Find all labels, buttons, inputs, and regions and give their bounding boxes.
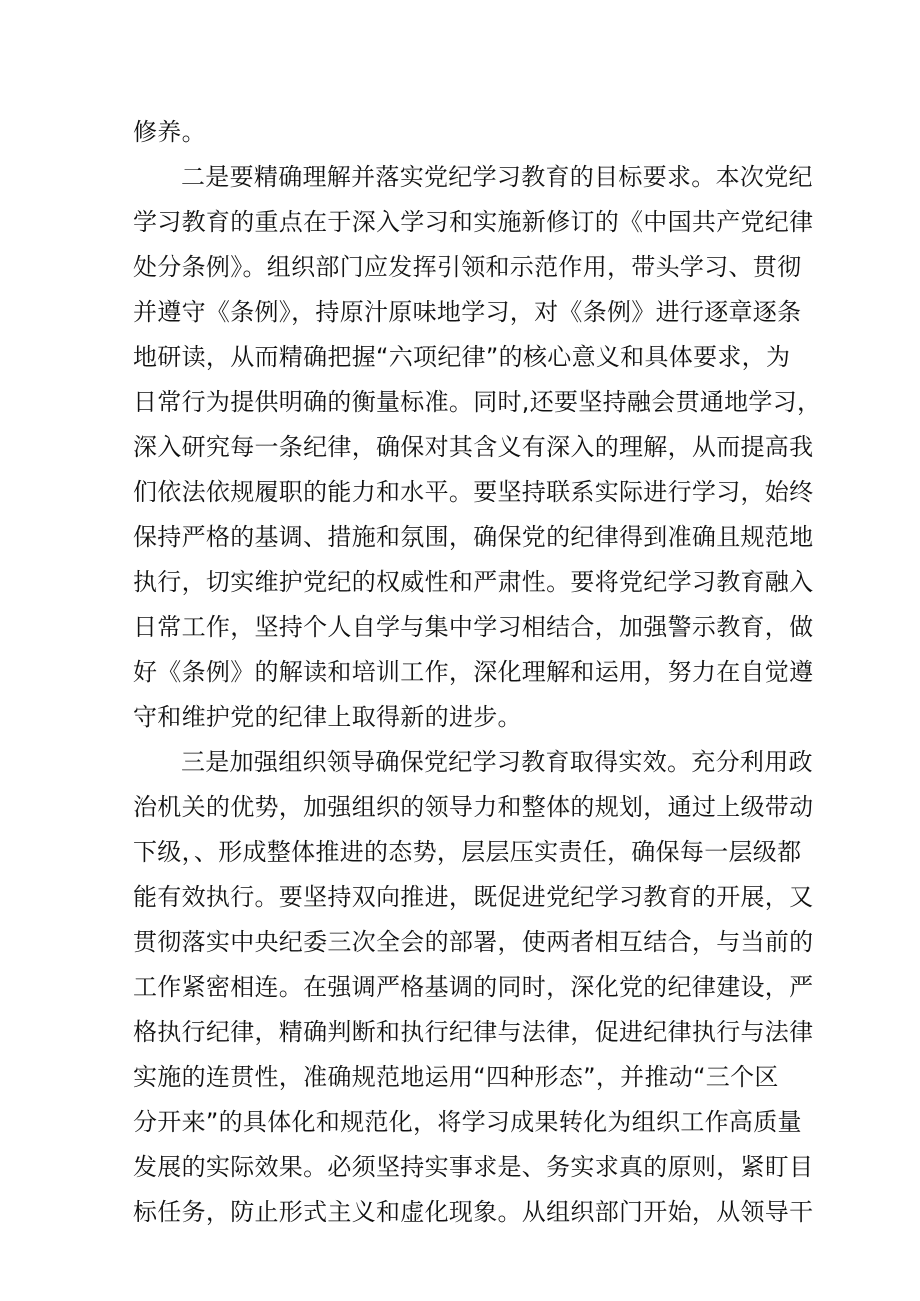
text-line: 日常行为提供明确的衡量标准。同时,还要坚持融会贯通地学习， xyxy=(133,388,822,416)
text-line: 下级，、形成整体推进的态势，层层压实责任，确保每一层级都 xyxy=(133,838,802,866)
text-line: 工作紧密相连。在强调严格基调的同时，深化党的纪律建设，严 xyxy=(133,973,814,1001)
body-text xyxy=(133,110,822,1235)
text-line: 修养。 xyxy=(133,118,206,146)
text-line: 保持严格的基调、措施和氛围，确保党的纪律得到准确且规范地 xyxy=(133,523,814,551)
text-line: 并遵守《条例》，持原汁原味地学习，对《条例》进行逐章逐条 xyxy=(133,298,802,326)
text-line: 执行，切实维护党纪的权威性和严肃性。要将党纪学习教育融入 xyxy=(133,568,814,596)
text-line: 好《条例》的解读和培训工作，深化理解和运用，努力在自觉遵 xyxy=(133,658,814,686)
text-line: 学习教育的重点在于深入学习和实施新修订的《中国共产党纪律 xyxy=(133,208,814,236)
text-line: 守和维护党的纪律上取得新的进步。 xyxy=(133,703,522,731)
text-line: 实施的连贯性，准确规范地运用“四种形态”，并推动“三个区 xyxy=(133,1063,779,1091)
text-line: 日常工作，坚持个人自学与集中学习相结合，加强警示教育，做 xyxy=(133,613,814,641)
text-line: 处分条例》。组织部门应发挥引领和示范作用，带头学习、贯彻 xyxy=(133,253,802,281)
paragraph-start-line: 三是加强组织领导确保党纪学习教育取得实效。充分利用政 xyxy=(181,748,813,776)
text-line: 贯彻落实中央纪委三次全会的部署，使两者相互结合，与当前的 xyxy=(133,928,814,956)
text-line: 格执行纪律，精确判断和执行纪律与法律，促进纪律执行与法律 xyxy=(133,1018,814,1046)
text-line: 分开来”的具体化和规范化，将学习成果转化为组织工作高质量 xyxy=(133,1108,802,1136)
text-line: 标任务，防止形式主义和虚化现象。从组织部门开始，从领导干 xyxy=(133,1198,814,1226)
text-line: 发展的实际效果。必须坚持实事求是、务实求真的原则，紧盯目 xyxy=(133,1153,814,1181)
text-line: 地研读，从而精确把握“六项纪律”的核心意义和具体要求，为 xyxy=(133,343,791,371)
text-line: 治机关的优势，加强组织的领导力和整体的规划，通过上级带动 xyxy=(133,793,814,821)
text-line: 们依法依规履职的能力和水平。要坚持联系实际进行学习，始终 xyxy=(133,478,814,506)
text-line: 能有效执行。要坚持双向推进，既促进党纪学习教育的开展，又 xyxy=(133,883,814,911)
text-line: 深入研究每一条纪律，确保对其含义有深入的理解，从而提高我 xyxy=(133,433,814,461)
paragraph-start-line: 二是要精确理解并落实党纪学习教育的目标要求。本次党纪 xyxy=(181,163,813,191)
